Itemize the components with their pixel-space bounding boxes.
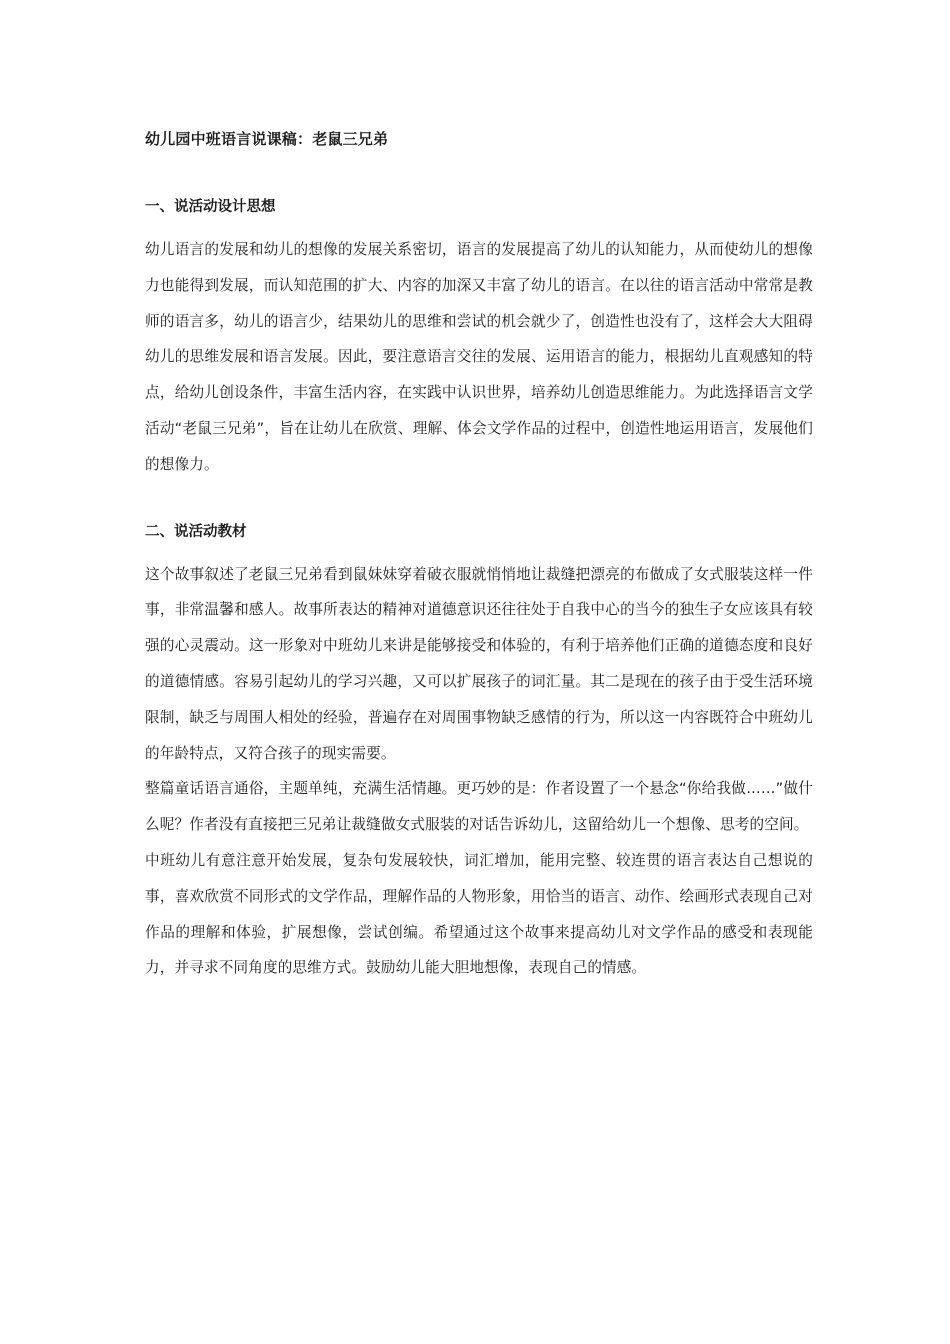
paragraph: 幼儿语言的发展和幼儿的想像的发展关系密切，语言的发展提高了幼儿的认知能力，从而使幼儿的想像力也能得到发展，而认知范围的扩大、内容的加深又丰富了幼儿的语言。在以往的语言活动中常常是教师的语言多，幼儿的语言少，结果幼儿的思维和尝试的机会就少了，创造性也没有了，这样会大大阻碍幼儿的思维发展和语言发展。因此，要注意语言交往的发展、运用语言的能力，根据幼儿直观感知的特点，给幼儿创设条件，丰富生活内容，在实践中认识世界，培养幼儿创造思维能力。为此选择语言文学活动“老鼠三兄弟”，旨在让幼儿在欣赏、理解、体会文学作品的过程中，创造性地运用语言，发展他们的想像力。 [145,241,813,473]
section-design-idea [145,194,813,483]
paragraph: 中班幼儿有意注意开始发展，复杂句发展较快，词汇增加，能用完整、较连贯的语言表达自己想说的事，喜欢欣赏不同形式的文学作品，理解作品的人物形象，用恰当的语言、动作、绘画形式表现自己对作品的理解和体验，扩展想像，尝试创编。希望通过这个故事来提高幼儿对文学作品的感受和表现能力，并寻求不同角度的思维方式。鼓励幼儿能大胆地想像，表现自己的情感。 [145,851,813,977]
document-title: 幼儿园中班语言说课稿：老鼠三兄弟 [145,130,389,148]
section-heading: 一、说活动设计思想 [145,199,276,215]
document-body [145,126,813,986]
paragraph: 这个故事叙述了老鼠三兄弟看到鼠妹妹穿着破衣服就悄悄地让裁缝把漂亮的布做成了女式服装这样一件事，非常温馨和感人。故事所表达的精神对道德意识还往往处于自我中心的当今的独生子女应该具有较强的心灵震动。这一形象对中班幼儿来讲是能够接受和体验的，有利于培养他们正确的道德态度和良好的道德情感。容易引起幼儿的学习兴趣，又可以扩展孩子的词汇量。其二是现在的孩子由于受生活环境限制，缺乏与周围人相处的经验，普遍存在对周围事物缺乏感情的行为，所以这一内容既符合中班幼儿的年龄特点，又符合孩子的现实需要。 [145,565,813,762]
paragraph: 整篇童话语言通俗，主题单纯，充满生活情趣。更巧妙的是：作者设置了一个悬念“你给我做……”做什么呢？作者没有直接把三兄弟让裁缝做女式服装的对话告诉幼儿，这留给幼儿一个想像、思考的空间。 [145,780,813,834]
section-spacer [145,483,813,519]
section-teaching-material [145,519,813,987]
section-heading: 二、说活动教材 [145,523,247,540]
